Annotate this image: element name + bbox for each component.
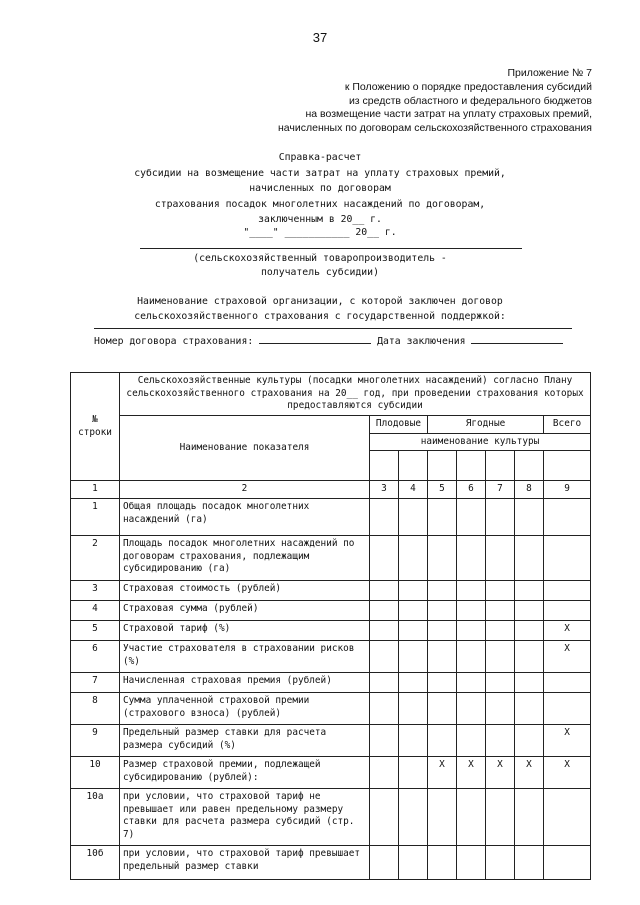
table-row (71, 580, 591, 600)
appendix-line: Приложение № 7 (507, 67, 592, 79)
value-cell (399, 756, 428, 788)
table-row (71, 672, 591, 692)
not-applicable-cell: X (544, 640, 591, 672)
row-number: 10а (71, 788, 120, 845)
row-number: 6 (71, 640, 120, 672)
value-cell (370, 724, 399, 756)
value-cell (370, 498, 399, 535)
value-cell (457, 640, 486, 672)
value-cell (370, 788, 399, 845)
column-number: 6 (457, 481, 486, 499)
value-cell (457, 672, 486, 692)
value-cell (457, 535, 486, 580)
crop-blank-cell (457, 451, 486, 481)
value-cell (428, 498, 457, 535)
header-crops-title: Сельскохозяйственные культуры (посадки многолетних насаждений) согласно Плану сельскохозяйственного страхования на 20__ год, при проведении страхования которых предоставляются субсидии (120, 373, 591, 416)
value-cell (457, 845, 486, 879)
value-cell (370, 845, 399, 879)
header-total: Всего (544, 415, 591, 433)
header-fruit: Плодовые (370, 415, 428, 433)
value-cell (457, 620, 486, 640)
crop-blank-cell (399, 451, 428, 481)
value-cell (428, 620, 457, 640)
value-cell (515, 535, 544, 580)
not-applicable-cell: X (544, 724, 591, 756)
insurer-name-underline (94, 328, 572, 329)
table-row (71, 724, 591, 756)
date-line: "____" ___________ 20__ г. (243, 227, 397, 238)
indicator-name: Страховой тариф (%) (120, 620, 370, 640)
value-cell (399, 640, 428, 672)
value-cell (457, 692, 486, 724)
column-number: 5 (428, 481, 457, 499)
row-number: 5 (71, 620, 120, 640)
appendix-header (172, 67, 592, 136)
value-cell (370, 535, 399, 580)
value-cell (486, 498, 515, 535)
table-row (71, 756, 591, 788)
indicator-name: Страховая стоимость (рублей) (120, 580, 370, 600)
contract-date-label: Дата заключения (377, 336, 466, 347)
indicator-name: Размер страховой премии, подлежащей субсидированию (рублей): (120, 756, 370, 788)
value-cell (428, 692, 457, 724)
not-applicable-cell: X (544, 756, 591, 788)
column-number: 1 (71, 481, 120, 499)
insurer-line: сельскохозяйственного страхования с государственной поддержкой: (134, 311, 506, 322)
insurer-label (60, 294, 580, 324)
indicator-name: Общая площадь посадок многолетних насаждений (га) (120, 498, 370, 535)
value-cell (486, 535, 515, 580)
indicator-name: Участие страхователя в страховании рисков (%) (120, 640, 370, 672)
value-cell (370, 672, 399, 692)
value-cell (486, 692, 515, 724)
indicator-name: при условии, что страховой тариф не превышает или равен предельному размеру ставки для расчета размера субсидий (стр. 7) (120, 788, 370, 845)
value-cell (399, 580, 428, 600)
table-row (71, 620, 591, 640)
column-number: 2 (120, 481, 370, 499)
header-crop-name: наименование культуры (370, 433, 591, 451)
value-cell (428, 845, 457, 879)
title-line: страхования посадок многолетних насаждений по договорам, (154, 198, 486, 210)
value-cell (399, 788, 428, 845)
value-cell (544, 535, 591, 580)
table-row (71, 600, 591, 620)
value-cell (515, 580, 544, 600)
value-cell (428, 580, 457, 600)
contract-number-blank (259, 334, 371, 344)
appendix-line: к Положению о порядке предоставления субсидий (344, 80, 592, 93)
not-applicable-cell: X (544, 620, 591, 640)
value-cell (515, 640, 544, 672)
value-cell (370, 756, 399, 788)
row-number: 8 (71, 692, 120, 724)
column-number: 9 (544, 481, 591, 499)
producer-line: получатель субсидии) (261, 267, 379, 278)
value-cell (457, 580, 486, 600)
value-cell (399, 845, 428, 879)
subsidy-table (70, 372, 591, 880)
value-cell (399, 724, 428, 756)
page-number: 37 (312, 30, 328, 45)
indicator-name: Сумма уплаченной страховой премии (страхового взноса) (рублей) (120, 692, 370, 724)
document-title (60, 150, 580, 228)
value-cell (544, 845, 591, 879)
value-cell (515, 788, 544, 845)
not-applicable-cell: X (486, 756, 515, 788)
value-cell (544, 498, 591, 535)
column-number-row (71, 481, 591, 499)
value-cell (399, 672, 428, 692)
row-number: 7 (71, 672, 120, 692)
value-cell (544, 788, 591, 845)
column-number: 7 (486, 481, 515, 499)
table-row (71, 692, 591, 724)
value-cell (428, 640, 457, 672)
table-row (71, 788, 591, 845)
title-line: субсидии на возмещение части затрат на уплату страховых премий, (134, 167, 506, 179)
value-cell (486, 580, 515, 600)
value-cell (544, 600, 591, 620)
header-row-number: № строки (71, 373, 120, 481)
value-cell (428, 788, 457, 845)
row-number: 1 (71, 498, 120, 535)
row-number: 4 (71, 600, 120, 620)
indicator-name: Страховая сумма (рублей) (120, 600, 370, 620)
value-cell (428, 672, 457, 692)
row-number: 10 (71, 756, 120, 788)
contract-date-blank (471, 334, 563, 344)
value-cell (515, 620, 544, 640)
appendix-line: из средств областного и федерального бюджетов (348, 94, 592, 107)
crop-blank-cell (370, 451, 399, 481)
column-number: 4 (399, 481, 428, 499)
indicator-name: при условии, что страховой тариф превышает предельный размер ставки (120, 845, 370, 879)
header-row (71, 373, 591, 416)
value-cell (370, 620, 399, 640)
header-row (71, 415, 591, 433)
value-cell (515, 692, 544, 724)
value-cell (399, 535, 428, 580)
producer-caption (120, 252, 520, 280)
crop-blank-cell (486, 451, 515, 481)
column-number: 8 (515, 481, 544, 499)
header-berry: Ягодные (428, 415, 544, 433)
table-row (71, 640, 591, 672)
value-cell (370, 600, 399, 620)
value-cell (457, 724, 486, 756)
contract-info (94, 334, 584, 347)
value-cell (370, 692, 399, 724)
value-cell (515, 845, 544, 879)
row-number: 2 (71, 535, 120, 580)
row-number: 3 (71, 580, 120, 600)
value-cell (515, 672, 544, 692)
not-applicable-cell: X (457, 756, 486, 788)
value-cell (486, 620, 515, 640)
indicator-name: Начисленная страховая премия (рублей) (120, 672, 370, 692)
value-cell (544, 672, 591, 692)
crop-blank-cell (544, 451, 591, 481)
row-number: 9 (71, 724, 120, 756)
title-line: Справка-расчет (278, 152, 362, 163)
title-line: начисленных по договорам (249, 183, 391, 195)
value-cell (428, 724, 457, 756)
value-cell (428, 600, 457, 620)
producer-line: (сельскохозяйственный товаропроизводитель - (193, 253, 447, 264)
value-cell (457, 788, 486, 845)
value-cell (486, 672, 515, 692)
value-cell (457, 498, 486, 535)
value-cell (486, 845, 515, 879)
value-cell (515, 498, 544, 535)
value-cell (515, 724, 544, 756)
appendix-line: начисленных по договорам сельскохозяйственного страхования (278, 122, 592, 135)
appendix-line: на возмещение части затрат на уплату страховых премий, (305, 108, 592, 121)
insurer-line: Наименование страховой организации, с которой заключен договор (137, 296, 503, 307)
indicator-name: Площадь посадок многолетних насаждений по договорам страхования, подлежащим субсидированию (га) (120, 535, 370, 580)
not-applicable-cell: X (428, 756, 457, 788)
contract-number-label: Номер договора страхования: (94, 336, 254, 347)
indicator-name: Предельный размер ставки для расчета размера субсидий (%) (120, 724, 370, 756)
value-cell (457, 600, 486, 620)
value-cell (486, 600, 515, 620)
value-cell (399, 620, 428, 640)
value-cell (486, 788, 515, 845)
producer-name-underline (140, 248, 522, 249)
value-cell (399, 498, 428, 535)
value-cell (370, 580, 399, 600)
value-cell (486, 724, 515, 756)
value-cell (370, 640, 399, 672)
crop-blank-cell (515, 451, 544, 481)
table-row (71, 498, 591, 535)
header-indicator: Наименование показателя (120, 415, 370, 481)
value-cell (486, 640, 515, 672)
value-cell (544, 692, 591, 724)
column-number: 3 (370, 481, 399, 499)
value-cell (428, 535, 457, 580)
title-line: заключенным в 20__ г. (258, 214, 382, 226)
value-cell (399, 600, 428, 620)
crop-blank-cell (428, 451, 457, 481)
not-applicable-cell: X (515, 756, 544, 788)
table-row (71, 845, 591, 879)
row-number: 10б (71, 845, 120, 879)
table-row (71, 535, 591, 580)
value-cell (399, 692, 428, 724)
value-cell (544, 580, 591, 600)
value-cell (515, 600, 544, 620)
